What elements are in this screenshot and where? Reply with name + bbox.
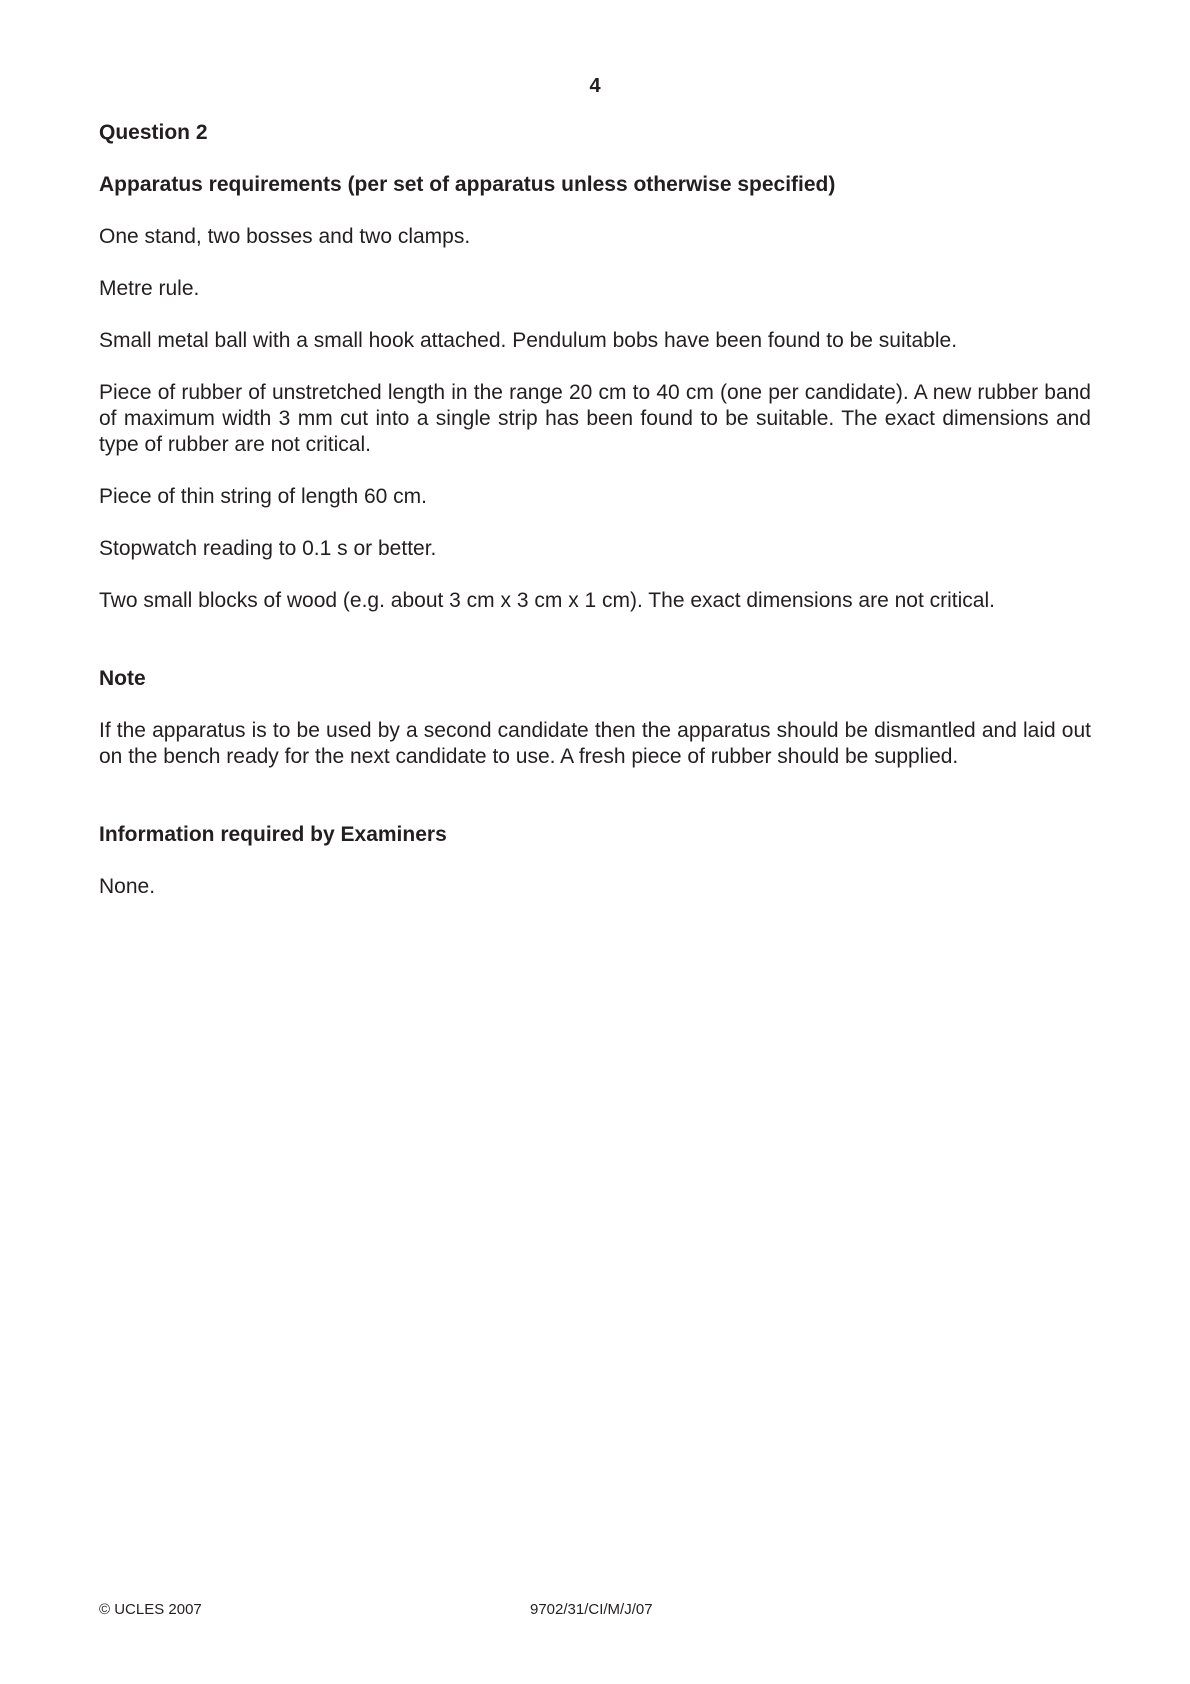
question-title: Question 2 xyxy=(99,121,208,144)
apparatus-item: Piece of thin string of length 60 cm. xyxy=(99,485,428,508)
examiners-text: None. xyxy=(99,875,156,898)
apparatus-item: One stand, two bosses and two clamps. xyxy=(99,225,471,248)
note-text: If the apparatus is to be used by a second candidate then the apparatus should be dismantled and laid out on the bench ready for the next candidate to use. A fresh piece of rubber should be supplied. xyxy=(99,719,1091,768)
apparatus-item: Two small blocks of wood (e.g. about 3 cm x 3 cm x 1 cm). The exact dimensions are not critical. xyxy=(99,589,995,612)
note-heading: Note xyxy=(99,667,146,690)
apparatus-item: Small metal ball with a small hook attached. Pendulum bobs have been found to be suitable. xyxy=(99,329,958,352)
page-number: 4 xyxy=(589,75,601,97)
apparatus-heading: Apparatus requirements (per set of apparatus unless otherwise specified) xyxy=(99,173,836,196)
apparatus-item: Stopwatch reading to 0.1 s or better. xyxy=(99,537,437,560)
examiners-heading: Information required by Examiners xyxy=(99,823,447,846)
apparatus-item: Piece of rubber of unstretched length in the range 20 cm to 40 cm (one per candidate). A new rubber band of maximum width 3 mm cut into a single strip has been found to be suitable. The exact dimensions and type of rubber are not critical. xyxy=(99,381,1091,456)
footer-code: 9702/31/CI/M/J/07 xyxy=(530,1601,653,1618)
footer-copyright: © UCLES 2007 xyxy=(99,1601,202,1618)
apparatus-item: Metre rule. xyxy=(99,277,200,300)
document-body xyxy=(99,120,1091,900)
